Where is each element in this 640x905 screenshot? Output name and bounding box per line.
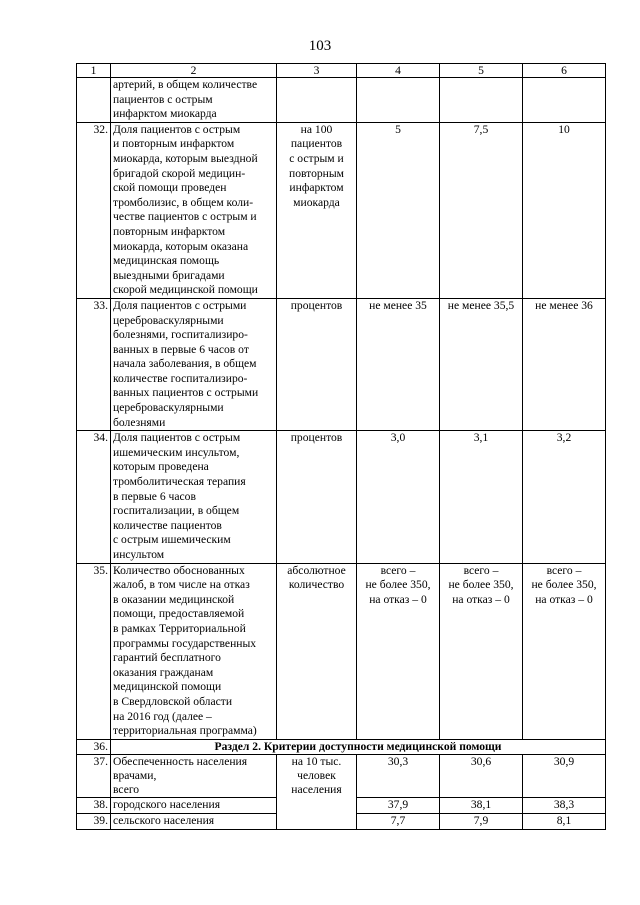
column-header: 5 [440, 64, 523, 78]
value-cell: 7,7 [357, 813, 440, 829]
table-row [77, 755, 606, 798]
value-cell: 3,2 [523, 431, 606, 563]
value-cell: 7,5 [440, 122, 523, 298]
value-cell: 8,1 [523, 813, 606, 829]
value-cell: 30,9 [523, 755, 606, 798]
value-cell: всего – не более 350, на отказ – 0 [440, 563, 523, 739]
row-number: 39. [77, 813, 111, 829]
page-number: 103 [308, 38, 332, 54]
column-header: 3 [277, 64, 357, 78]
indicator-name: городского населения [111, 798, 277, 814]
value-cell [357, 78, 440, 123]
value-cell: 30,3 [357, 755, 440, 798]
table-row [77, 122, 606, 298]
value-cell: 7,9 [440, 813, 523, 829]
section-title: Раздел 2. Критерии доступности медицинской помощи [111, 739, 606, 755]
row-number [77, 78, 111, 123]
criteria-table [76, 63, 606, 830]
value-cell: 10 [523, 122, 606, 298]
row-number: 38. [77, 798, 111, 814]
value-cell: не менее 36 [523, 298, 606, 430]
unit-cell: абсолютное количество [277, 563, 357, 739]
indicator-name: артерий, в общем количестве пациентов с острым инфарктом миокарда [111, 78, 277, 123]
unit-cell [277, 78, 357, 123]
unit-cell: процентов [277, 298, 357, 430]
indicator-name: Количество обоснованных жалоб, в том числе на отказ в оказании медицинской помощи, предоставляемой в рамках Территориальной программы государственных гарантий бесплатного оказания гражданам медицинской помощи в Свердловской области на 2016 год (далее – территориальная программа) [111, 563, 277, 739]
column-header: 6 [523, 64, 606, 78]
row-number: 34. [77, 431, 111, 563]
value-cell: 37,9 [357, 798, 440, 814]
section-row [77, 739, 606, 755]
unit-cell: на 100 пациентов с острым и повторным инфарктом миокарда [277, 122, 357, 298]
row-number: 37. [77, 755, 111, 798]
indicator-name: сельского населения [111, 813, 277, 829]
table-row [77, 298, 606, 430]
value-cell: не менее 35 [357, 298, 440, 430]
indicator-name: Доля пациентов с острым и повторным инфарктом миокарда, которым выездной бригадой скорой медицин- ской помощи проведен тромболизис, в общем коли- честве пациентов с острым и повторным инфарктом миокарда, которым оказана медицинская помощь выездными бригадами скорой медицинской помощи [111, 122, 277, 298]
indicator-name: Доля пациентов с острыми цереброваскулярными болезнями, госпитализиро- ванных в первые 6 часов от начала заболевания, в общем количестве госпитализиро- ванных пациентов с острыми цереброваскулярными болезнями [111, 298, 277, 430]
value-cell: 38,3 [523, 798, 606, 814]
value-cell: 3,0 [357, 431, 440, 563]
row-number: 33. [77, 298, 111, 430]
column-header: 1 [77, 64, 111, 78]
value-cell: 30,6 [440, 755, 523, 798]
value-cell [523, 78, 606, 123]
value-cell: всего – не более 350, на отказ – 0 [357, 563, 440, 739]
table-row [77, 563, 606, 739]
column-header: 4 [357, 64, 440, 78]
value-cell: 5 [357, 122, 440, 298]
row-number: 36. [77, 739, 111, 755]
table-row [77, 431, 606, 563]
indicator-name: Обеспеченность населения врачами, всего [111, 755, 277, 798]
column-header: 2 [111, 64, 277, 78]
row-number: 35. [77, 563, 111, 739]
value-cell: 38,1 [440, 798, 523, 814]
indicator-name: Доля пациентов с острым ишемическим инсультом, которым проведена тромболитическая терапия в первые 6 часов госпитализации, в общем количестве пациентов с острым ишемическим инсультом [111, 431, 277, 563]
value-cell: не менее 35,5 [440, 298, 523, 430]
table-header-row [77, 64, 606, 78]
value-cell [440, 78, 523, 123]
unit-cell: на 10 тыс. человек населения [277, 755, 357, 829]
value-cell: всего – не более 350, на отказ – 0 [523, 563, 606, 739]
unit-cell: процентов [277, 431, 357, 563]
row-number: 32. [77, 122, 111, 298]
table-row [77, 78, 606, 123]
value-cell: 3,1 [440, 431, 523, 563]
